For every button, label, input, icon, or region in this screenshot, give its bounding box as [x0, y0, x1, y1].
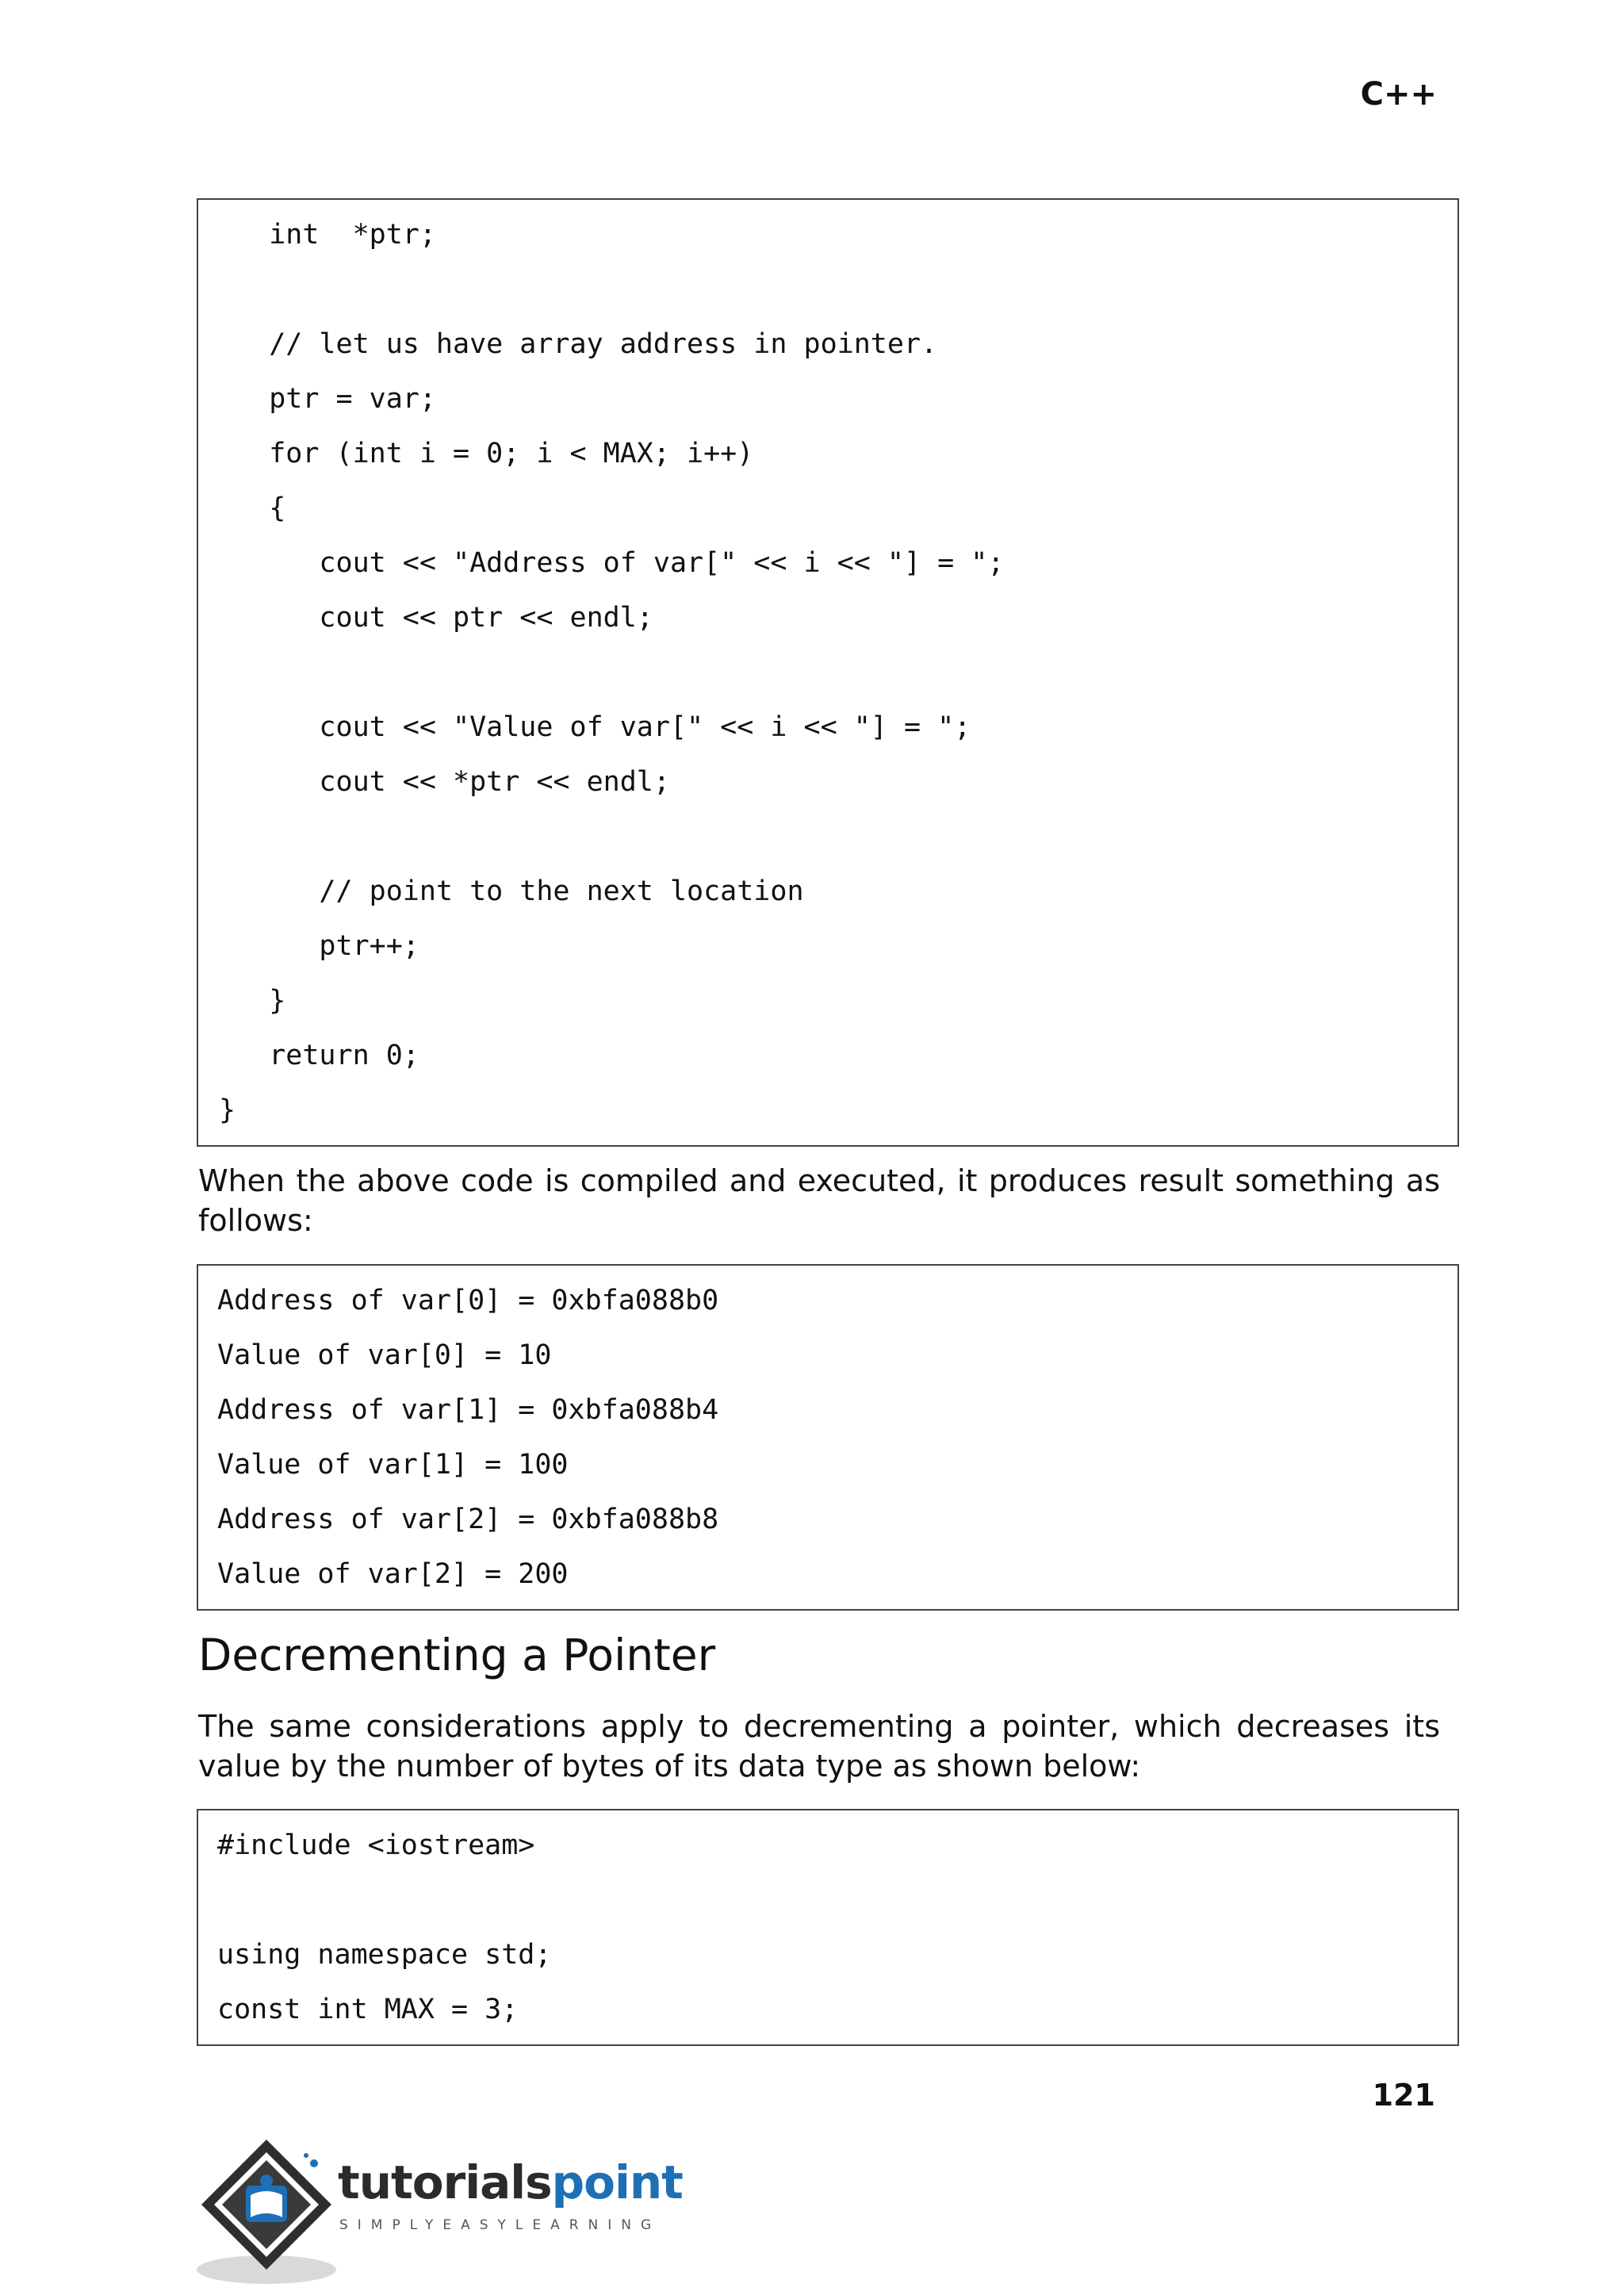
code-line: // let us have array address in pointer.	[219, 328, 938, 360]
running-header-title: C++	[1360, 76, 1437, 113]
code-line: }	[219, 985, 286, 1017]
code-line: cout << *ptr << endl;	[219, 766, 670, 798]
body-paragraph: When the above code is compiled and executed, it produces result something as follows:	[198, 1163, 1440, 1238]
output-line: Address of var[0] = 0xbfa088b0	[217, 1285, 719, 1316]
code-line: const int MAX = 3;	[217, 1994, 519, 2025]
output-line: Value of var[1] = 100	[217, 1449, 569, 1481]
code-block	[197, 1809, 1459, 2046]
output-block	[197, 1264, 1459, 1611]
code-line: // point to the next location	[219, 875, 804, 907]
output-line: Value of var[0] = 10	[217, 1339, 552, 1371]
code-block	[197, 198, 1459, 1147]
code-line: }	[219, 1094, 236, 1126]
output-line: Address of var[1] = 0xbfa088b4	[217, 1394, 719, 1426]
code-line: cout << "Value of var[" << i << "] = ";	[219, 711, 971, 743]
logo-tagline: SIMPLYEASYLEARNING	[339, 2217, 661, 2233]
tutorialspoint-logo	[195, 2133, 687, 2292]
code-line: cout << ptr << endl;	[219, 602, 653, 634]
logo-wordmark	[338, 2155, 683, 2209]
code-line: for (int i = 0; i < MAX; i++)	[219, 438, 754, 469]
logo-text-accent: point	[551, 2155, 683, 2209]
body-paragraph: The same considerations apply to decrementing a pointer, which decreases its value by the number of bytes of its data type as shown below:	[198, 1709, 1440, 1784]
logo-emblem-icon	[195, 2133, 354, 2292]
code-line: return 0;	[219, 1040, 419, 1071]
page-number: 121	[1372, 2078, 1435, 2113]
output-line: Address of var[2] = 0xbfa088b8	[217, 1504, 719, 1535]
logo-text-main: tutorials	[338, 2155, 552, 2209]
output-line: Value of var[2] = 200	[217, 1558, 569, 1590]
code-line: using namespace std;	[217, 1939, 552, 1971]
section-heading: Decrementing a Pointer	[198, 1630, 716, 1680]
code-line: {	[219, 492, 286, 524]
code-line: #include <iostream>	[217, 1829, 535, 1861]
code-line: ptr = var;	[219, 383, 436, 415]
code-line: int *ptr;	[219, 219, 436, 251]
code-line: cout << "Address of var[" << i << "] = ";	[219, 547, 1005, 579]
code-line: ptr++;	[219, 930, 419, 962]
